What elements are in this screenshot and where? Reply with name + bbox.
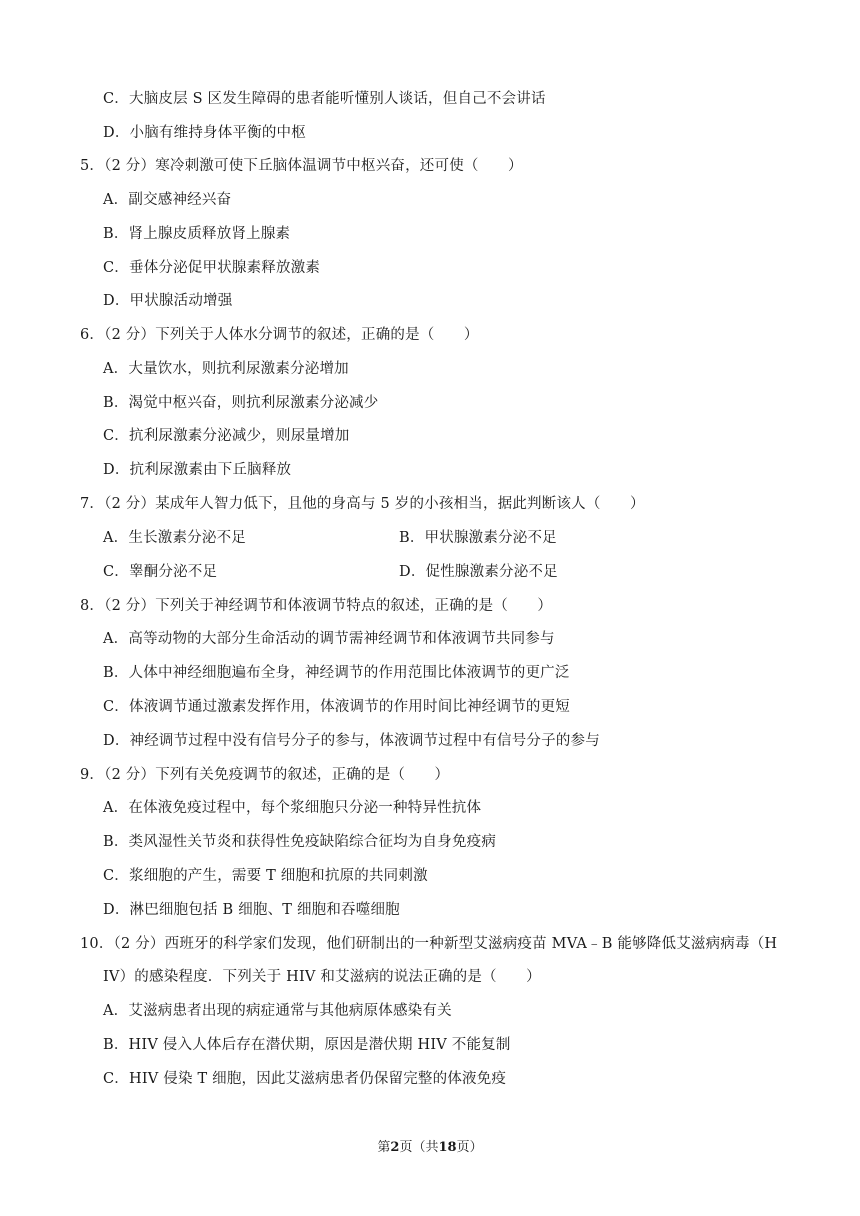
footer-page-number: 2 bbox=[390, 1140, 400, 1155]
q6-option-a: A．大量饮水，则抗利尿激素分泌增加 bbox=[103, 361, 349, 377]
q5-option-d: D．甲状腺活动增强 bbox=[103, 293, 233, 309]
q9-option-d: D．淋巴细胞包括 B 细胞、T 细胞和吞噬细胞 bbox=[103, 902, 400, 918]
q6-option-b: B．渴觉中枢兴奋，则抗利尿激素分泌减少 bbox=[103, 395, 379, 411]
footer-suffix: 页） bbox=[456, 1140, 483, 1155]
q5-option-c: C．垂体分泌促甲状腺素释放激素 bbox=[103, 260, 321, 276]
footer-total-pages: 18 bbox=[438, 1140, 457, 1155]
q8-option-c: C．体液调节通过激素发挥作用，体液调节的作用时间比神经调节的更短 bbox=[103, 699, 570, 715]
q6-option-d: D．抗利尿激素由下丘脑释放 bbox=[103, 462, 292, 478]
q10-option-c: C．HIV 侵染 T 细胞，因此艾滋病患者仍保留完整的体液免疫 bbox=[103, 1071, 507, 1087]
q6-stem: 6．（2 分）下列关于人体水分调节的叙述，正确的是（ ） bbox=[80, 327, 479, 343]
q7-option-a: A．生长激素分泌不足 bbox=[103, 530, 246, 546]
q9-option-b: B．类风湿性关节炎和获得性免疫缺陷综合征均为自身免疫病 bbox=[103, 834, 497, 850]
q10-option-a: A．艾滋病患者出现的病症通常与其他病原体感染有关 bbox=[103, 1003, 452, 1019]
q7-stem: 7．（2 分）某成年人智力低下，且他的身高与 5 岁的小孩相当，据此判断该人（ ） bbox=[80, 496, 645, 512]
q5-option-b: B．肾上腺皮质释放肾上腺素 bbox=[103, 226, 291, 242]
q5-stem: 5．（2 分）寒冷刺激可使下丘脑体温调节中枢兴奋，还可使（ ） bbox=[80, 158, 523, 174]
q10-option-b: B．HIV 侵入人体后存在潜伏期，原因是潜伏期 HIV 不能复制 bbox=[103, 1037, 511, 1053]
q8-stem: 8．（2 分）下列关于神经调节和体液调节特点的叙述，正确的是（ ） bbox=[80, 598, 553, 614]
q5-option-a: A．副交感神经兴奋 bbox=[103, 192, 232, 208]
q7-option-b: B．甲状腺激素分泌不足 bbox=[399, 530, 557, 546]
footer-middle: 页（共 bbox=[399, 1140, 439, 1155]
q8-option-b: B．人体中神经细胞遍布全身，神经调节的作用范围比体液调节的更广泛 bbox=[103, 665, 570, 681]
q9-stem: 9．（2 分）下列有关免疫调节的叙述，正确的是（ ） bbox=[80, 767, 450, 783]
q9-option-c: C．浆细胞的产生，需要 T 细胞和抗原的共同刺激 bbox=[103, 868, 428, 884]
q10-stem-line2: IV）的感染程度．下列关于 HIV 和艾滋病的说法正确的是（ ） bbox=[103, 969, 541, 985]
q6-option-c: C．抗利尿激素分泌减少，则尿量增加 bbox=[103, 428, 350, 444]
q8-option-d: D．神经调节过程中没有信号分子的参与，体液调节过程中有信号分子的参与 bbox=[103, 733, 600, 749]
q7-option-c: C．睾酮分泌不足 bbox=[103, 564, 218, 580]
footer-prefix: 第 bbox=[377, 1140, 391, 1155]
q8-option-a: A．高等动物的大部分生命活动的调节需神经调节和体液调节共同参与 bbox=[103, 631, 555, 647]
page-footer bbox=[0, 1139, 860, 1157]
q10-stem-line1: 10．（2 分）西班牙的科学家们发现，他们研制出的一种新型艾滋病疫苗 MVA﹣B 能够降低艾滋病病毒（H bbox=[80, 936, 778, 952]
q4-option-c: C．大脑皮层 S 区发生障碍的患者能听懂别人谈话，但自己不会讲话 bbox=[103, 91, 546, 107]
q7-option-d: D．促性腺激素分泌不足 bbox=[399, 564, 558, 580]
q4-option-d: D．小脑有维持身体平衡的中枢 bbox=[103, 125, 306, 141]
q9-option-a: A．在体液免疫过程中，每个浆细胞只分泌一种特异性抗体 bbox=[103, 800, 482, 816]
